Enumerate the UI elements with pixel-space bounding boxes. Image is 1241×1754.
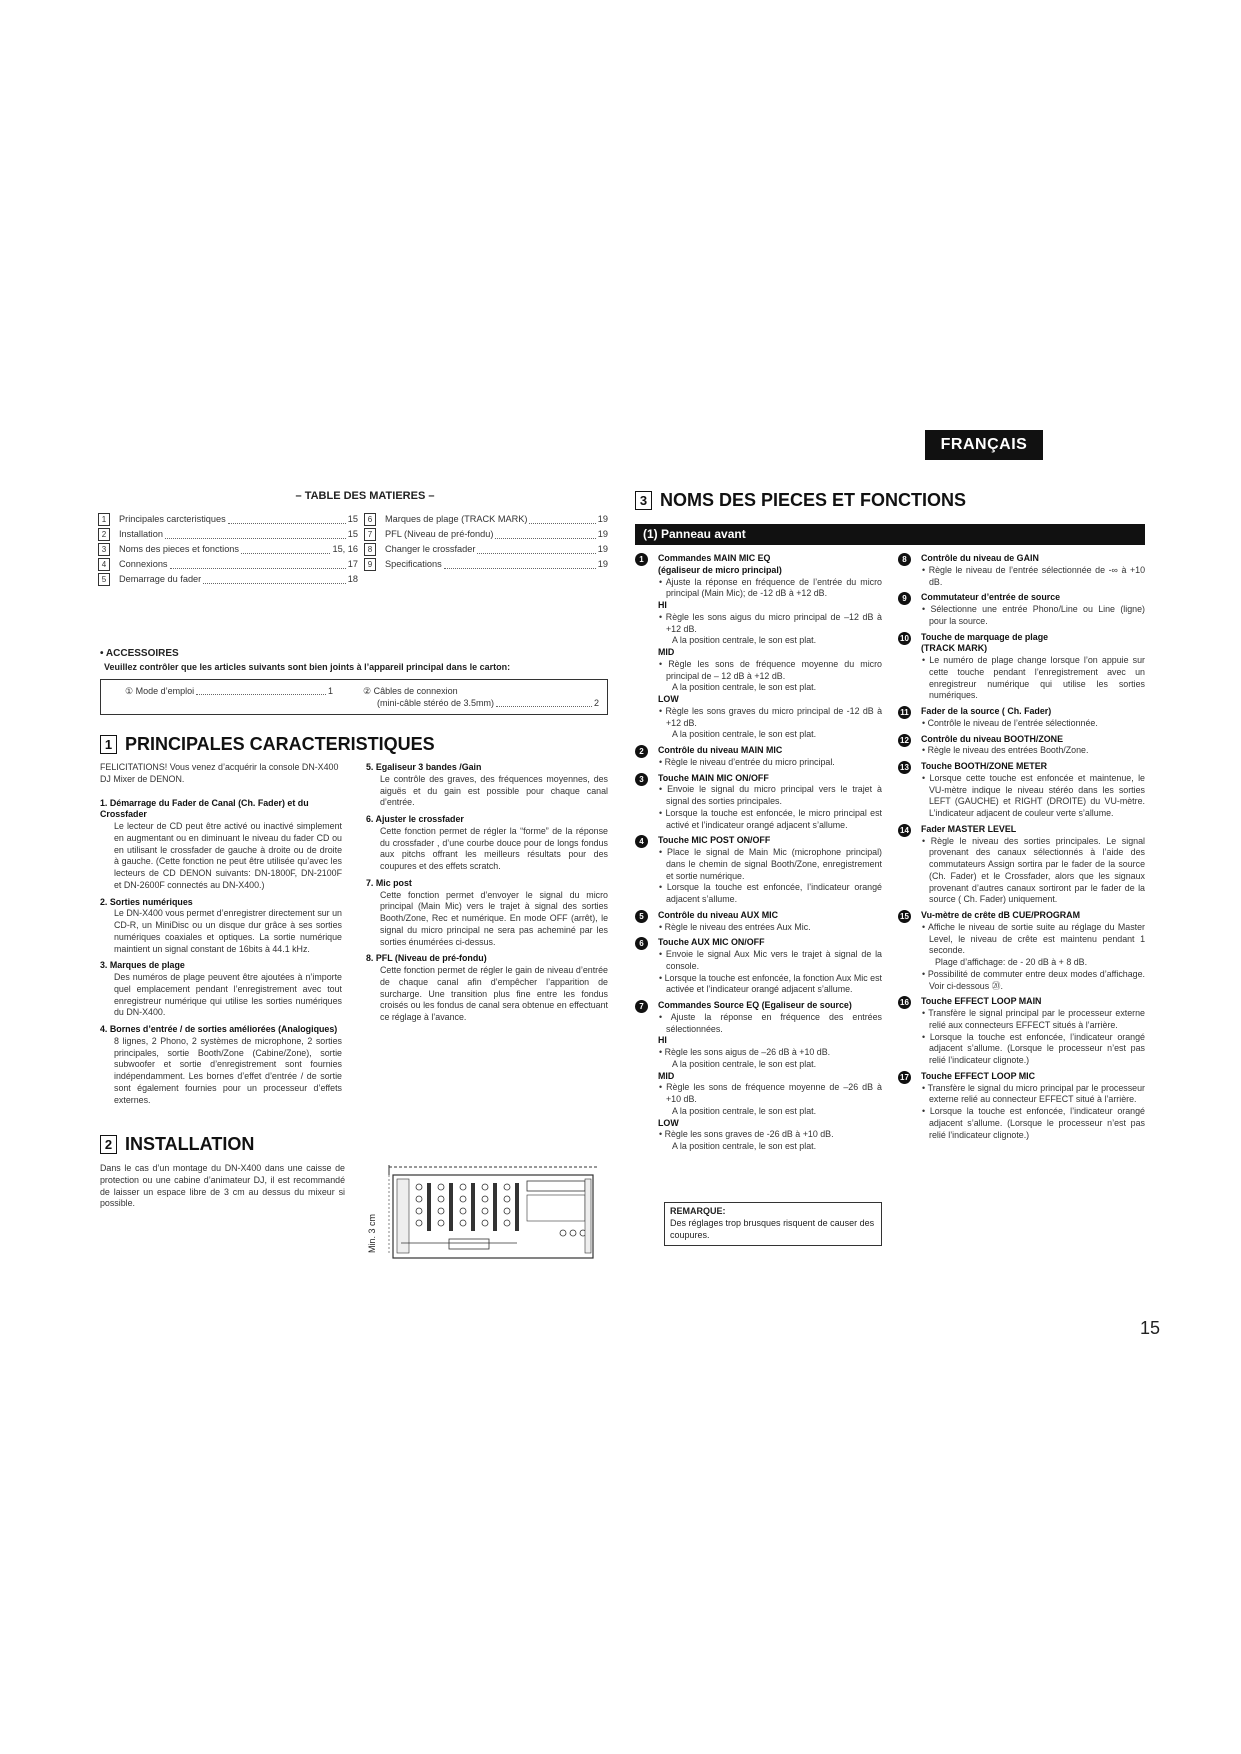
toc-entry-label: Principales carcteristiques xyxy=(119,514,226,525)
accessories-box xyxy=(100,679,608,715)
part-note: A la position centrale, le son est plat. xyxy=(672,635,817,646)
part-bullet: • Règle le niveau des entrées Booth/Zone. xyxy=(921,745,1145,757)
feature-body: Le contrôle des graves, des fréquences moyennes, des aiguës et du gain est possible pour chaque canal d’entrée. xyxy=(380,773,608,808)
part-note: A la position centrale, le son est plat. xyxy=(672,1058,817,1069)
feature-body: Le DN-X400 vous permet d’enregistrer directement sur un CD-R, un MiniDisc ou un disque dur grâce à ses sorties numériques coaxiales et optiques. La sortie numérique maintient un signal constant de 16bits à 44.1 kHz. xyxy=(114,908,342,954)
part-bullet: • Le numéro de plage change lorsque l’on appuie sur cette touche pendant l’enregistrement avec un enregistreur numérique qui utilise les sorties numériques. xyxy=(921,655,1145,702)
toc-entry-number: 3 xyxy=(98,543,110,556)
part-number-badge: 2 xyxy=(635,745,648,758)
part-bullet: • Transfère le signal principal par le processeur externe relié aux connecteurs EFFECT situés à l’arrière. xyxy=(921,1008,1145,1032)
part-heading: Commandes Source EQ (Egaliseur de source) xyxy=(658,1000,852,1010)
part-note: A la position centrale, le son est plat. xyxy=(672,1141,817,1151)
part-bullet: • Lorsque la touche est enfoncée, l’indicateur orangé adjacent s’allume. xyxy=(658,882,882,906)
part-heading: Vu-mètre de crête dB CUE/PROGRAM xyxy=(921,910,1080,920)
part-number-badge: 11 xyxy=(898,706,911,719)
part-heading: Contrôle du niveau BOOTH/ZONE xyxy=(921,733,1064,744)
toc-entry-page: 19 xyxy=(597,514,608,525)
feature-item xyxy=(366,814,608,873)
language-badge: FRANÇAIS xyxy=(925,430,1043,460)
part-heading: Touche de marquage de plage xyxy=(921,631,1049,642)
part-bullet: • Ajuste la réponse en fréquence des entrées sélectionnées. xyxy=(658,1012,882,1036)
feature-heading: 1. Démarrage du Fader de Canal (Ch. Fader) et du Crossfader xyxy=(100,797,309,820)
part-item xyxy=(895,592,1145,627)
part-bullet: • Règle les sons de fréquence moyenne du micro principal de – 12 dB à +12 dB. xyxy=(658,659,882,683)
feature-heading: 5. Egaliseur 3 bandes /Gain xyxy=(366,762,482,772)
toc-entry-label: Changer le crossfader xyxy=(385,544,476,555)
part-number-badge: 3 xyxy=(635,773,648,786)
toc-entry xyxy=(98,542,358,557)
feature-body: Cette fonction permet de régler le gain de niveau d’entrée de chaque canal afin d’empêcher l’apparition de surcharge. Une transition plus fine entre les fondus croisés ou les fondus de canal sera obtenue en effectuant ce réglage à l’avance. xyxy=(380,965,608,1022)
part-bullet: • Lorsque la touche est enfoncée, l’indicateur orangé adjacent s’allume. (Lorsque le processeur n’est pas relié l’indicateur clignote.) xyxy=(921,1032,1145,1067)
toc-entry-page: 17 xyxy=(347,559,358,570)
part-number-badge: 7 xyxy=(635,1000,648,1013)
part-band-label: HI xyxy=(658,1035,667,1046)
feature-heading: 2. Sorties numériques xyxy=(100,896,193,907)
part-heading: Contrôle du niveau AUX MIC xyxy=(658,909,778,920)
part-number-badge: 6 xyxy=(635,937,648,950)
toc-entry-page: 19 xyxy=(597,529,608,540)
part-number-badge: 9 xyxy=(898,592,911,605)
part-heading: Touche MAIN MIC ON/OFF xyxy=(658,772,769,783)
part-band-label: HI xyxy=(658,600,667,610)
feature-heading: 3. Marques de plage xyxy=(100,960,185,971)
toc-entry-page: 15 xyxy=(347,529,358,540)
toc-entry-label: PFL (Niveau de pré-fondu) xyxy=(385,529,494,540)
toc-entry-page: 19 xyxy=(597,544,608,555)
part-bullet: • Affiche le niveau de sortie suite au réglage du Master Level, le niveau de crête est maintenu pendant 1 seconde. xyxy=(921,922,1145,957)
part-note: A la position centrale, le son est plat. xyxy=(672,729,817,740)
part-item xyxy=(895,761,1145,820)
toc-entry-page: 15 xyxy=(347,514,358,525)
feature-item xyxy=(100,897,342,956)
part-item xyxy=(895,910,1145,992)
section3-right-column xyxy=(895,553,1145,1145)
toc-entry xyxy=(98,557,358,572)
part-heading: Contrôle du niveau MAIN MIC xyxy=(658,745,783,755)
feature-heading: 4. Bornes d’entrée / de sorties améliorées (Analogiques) xyxy=(100,1024,338,1034)
part-bullet: • Contrôle le niveau de l’entrée sélectionnée. xyxy=(921,718,1145,730)
section-heading-2: 2 INSTALLATION xyxy=(100,1133,254,1157)
part-item xyxy=(895,996,1145,1067)
part-number-badge: 17 xyxy=(898,1071,911,1084)
feature-heading: 6. Ajuster le crossfader xyxy=(366,814,464,824)
toc-entry xyxy=(98,512,358,527)
part-number-badge: 12 xyxy=(898,734,911,747)
part-heading: Touche EFFECT LOOP MAIN xyxy=(921,996,1042,1007)
part-bullet: • Règle le niveau d’entrée du micro principal. xyxy=(658,757,882,769)
part-bullet: • Ajuste la réponse en fréquence de l’entrée du micro principal (Main Mic); de -12 dB à +12 dB. xyxy=(658,577,882,601)
part-bullet: • Règle les sons graves de -26 dB à +10 dB. xyxy=(658,1129,882,1141)
toc-right xyxy=(364,512,608,572)
part-item xyxy=(895,706,1145,730)
part-number-badge: 10 xyxy=(898,632,911,645)
section-heading-3: 3 NOMS DES PIECES ET FONCTIONS xyxy=(635,489,966,513)
toc-entry-number: 5 xyxy=(98,573,110,586)
part-item xyxy=(895,632,1145,703)
clearance-label: Min. 3 cm xyxy=(367,1213,377,1253)
toc-entry-page: 18 xyxy=(347,574,358,585)
toc-entry-label: Installation xyxy=(119,529,163,540)
part-band-label: MID xyxy=(658,1070,675,1081)
toc-entry-label: Noms des pieces et fonctions xyxy=(119,544,240,555)
part-bullet: • Règle le niveau de l’entrée sélectionnée de -∞ à +10 dB. xyxy=(921,565,1145,589)
toc-left xyxy=(98,512,358,587)
part-note: A la position centrale, le son est plat. xyxy=(672,682,817,693)
section1-left-column xyxy=(100,762,342,1111)
feature-item xyxy=(100,960,342,1019)
part-item xyxy=(895,1071,1145,1142)
toc-entry xyxy=(98,572,358,587)
part-bullet: • Envoie le signal du micro principal vers le trajet à signal des sorties principales. xyxy=(658,784,882,808)
toc-entry-number: 1 xyxy=(98,513,110,526)
part-heading: Commutateur d’entrée de source xyxy=(921,592,1061,603)
part-bullet: • Règle les sons graves du micro principal de -12 dB à +12 dB. xyxy=(658,706,882,730)
toc-entry xyxy=(364,557,608,572)
part-number-badge: 15 xyxy=(898,910,911,923)
section1-intro: FELICITATIONS! Vous venez d’acquérir la console DN-X400 DJ Mixer de DENON. xyxy=(100,762,339,784)
part-bullet: • Lorsque cette touche est enfoncée et maintenue, le VU-mètre indique le niveau stéréo dans les sorties LEFT (GAUCHE) et RIGHT (DROITE) du VU-mètre. L’indicateur adjacent de couleur verte s’allume. xyxy=(921,773,1145,820)
page-number: 15 xyxy=(1140,1318,1161,1338)
toc-entry-label: Demarrage du fader xyxy=(119,574,202,585)
feature-body: Des numéros de plage peuvent être ajoutées à n’importe quel emplacement pendant l’enregistrement avec tout enregistreur numérique qui utilise les sorties numériques du DN-X400. xyxy=(114,972,342,1018)
section1-right-column xyxy=(366,762,608,1029)
part-item xyxy=(632,745,882,769)
part-item xyxy=(895,824,1145,906)
part-bullet: • Lorsque la touche est enfoncée, la fonction Aux Mic est activée et l’indicateur orangé adjacent s’allume. xyxy=(658,973,882,997)
toc-entry xyxy=(364,527,608,542)
part-bullet: • Possibilité de commuter entre deux modes d’affichage. Voir ci-dessous ⑳. xyxy=(921,969,1145,993)
toc-entry-label: Specifications xyxy=(385,559,442,570)
feature-body: Cette fonction permet de régler la “forme” de la réponse du crossfader , d’une courbe douce pour de longs fondus aux pitchs offrant les meilleurs résultats pour des coupures et des effets scratch. xyxy=(380,825,608,871)
part-heading: Fader MASTER LEVEL xyxy=(921,823,1017,834)
part-item xyxy=(632,937,882,996)
part-item xyxy=(895,553,1145,588)
mixer-installation-diagram xyxy=(367,1163,599,1261)
toc-entry-number: 7 xyxy=(364,528,376,541)
part-note: Plage d’affichage: de - 20 dB à + 8 dB. xyxy=(935,957,1088,967)
part-bullet: • Lorsque la touche est enfoncée, l’indicateur orangé adjacent s’allume. (Lorsque le processeur n’est pas relié l’indicateur clignote.) xyxy=(921,1106,1145,1141)
toc-entry-page: 15, 16 xyxy=(332,544,358,555)
part-bullet: • Sélectionne une entrée Phono/Line ou Line (ligne) pour la source. xyxy=(921,604,1145,628)
part-heading: Fader de la source ( Ch. Fader) xyxy=(921,706,1052,716)
part-bullet: • Règle les sons aigus de –26 dB à +10 dB. xyxy=(658,1047,882,1059)
part-number-badge: 4 xyxy=(635,835,648,848)
part-item xyxy=(632,553,882,741)
feature-body: Le lecteur de CD peut être activé ou inactivé simplement en augmentant ou en diminuant le niveau du fader CD ou en utilisant le crossfader de gauche à droite ou de droite à gauche. (Cette fonction ne peut être utilisée qu’avec les lecteurs de CD DENON suivants: DN-1800F, DN-2100F et DN-2600F connectés au DN-X400.) xyxy=(114,821,342,890)
toc-entry-number: 9 xyxy=(364,558,376,571)
part-band-label: MID xyxy=(658,647,675,657)
feature-heading: 8. PFL (Niveau de pré-fondu) xyxy=(366,953,487,964)
part-item xyxy=(632,835,882,906)
part-item xyxy=(632,773,882,832)
part-number-badge: 8 xyxy=(898,553,911,566)
part-item xyxy=(632,910,882,934)
part-number-badge: 14 xyxy=(898,824,911,837)
toc-entry-page: 19 xyxy=(597,559,608,570)
toc-entry-label: Marques de plage (TRACK MARK) xyxy=(385,514,528,525)
toc-title: – TABLE DES MATIERES – xyxy=(295,490,435,502)
toc-entry-number: 6 xyxy=(364,513,376,526)
installation-text: Dans le cas d’un montage du DN-X400 dans une caisse de protection ou une cabine d’animateur DJ, il est recommandé de laisser un espace libre de 3 cm au dessus du mixeur si possible. xyxy=(100,1163,345,1209)
part-number-badge: 16 xyxy=(898,996,911,1009)
feature-item xyxy=(366,878,608,949)
feature-item xyxy=(100,1024,342,1106)
part-bullet: • Lorsque la touche est enfoncée, le micro principal est activé et l’indicateur orangé adjacent s’allume. xyxy=(658,808,882,832)
toc-entry-number: 4 xyxy=(98,558,110,571)
feature-heading: 7. Mic post xyxy=(366,877,412,888)
part-number-badge: 13 xyxy=(898,761,911,774)
accessories-note: Veuillez contrôler que les articles suivants sont bien joints à l’appareil principal dans le carton: xyxy=(104,662,511,672)
accessories-title: • ACCESSOIRES xyxy=(100,648,179,659)
section-heading-1: 1 PRINCIPALES CARACTERISTIQUES xyxy=(100,733,435,757)
toc-entry-label: Connexions xyxy=(119,559,168,570)
part-heading: Commandes MAIN MIC EQ xyxy=(658,553,771,563)
accessory-item-2: ② Câbles de connexion (mini-câble stéréo de 3.5mm) 2 xyxy=(363,686,599,708)
toc-entry xyxy=(364,542,608,557)
panel-subheading: (1) Panneau avant xyxy=(635,524,1145,545)
part-subheading: (égaliseur de micro principal) xyxy=(658,564,782,575)
part-band-label: LOW xyxy=(658,694,679,704)
part-subheading: (TRACK MARK) xyxy=(921,643,988,654)
part-bullet: • Règle les sons de fréquence moyenne de –26 dB à +10 dB. xyxy=(658,1082,882,1106)
toc-entry-number: 8 xyxy=(364,543,376,556)
part-bullet: • Règle le niveau des entrées Aux Mic. xyxy=(658,922,882,934)
part-item xyxy=(632,1000,882,1153)
remark-box: REMARQUE: Des réglages trop brusques risquent de causer des coupures. xyxy=(664,1202,882,1246)
feature-item xyxy=(366,762,608,809)
part-heading: Touche MIC POST ON/OFF xyxy=(658,835,771,846)
part-heading: Touche AUX MIC ON/OFF xyxy=(658,937,765,948)
part-number-badge: 1 xyxy=(635,553,648,566)
part-band-label: LOW xyxy=(658,1117,679,1128)
part-heading: Contrôle du niveau de GAIN xyxy=(921,553,1039,563)
feature-item xyxy=(366,953,608,1024)
toc-entry-number: 2 xyxy=(98,528,110,541)
part-bullet: • Règle les sons aigus du micro principal de –12 dB à +12 dB. xyxy=(658,612,882,636)
part-note: A la position centrale, le son est plat. xyxy=(672,1105,817,1116)
toc-entry xyxy=(98,527,358,542)
part-heading: Touche EFFECT LOOP MIC xyxy=(921,1070,1036,1081)
part-bullet: • Place le signal de Main Mic (microphone principal) dans le chemin de signal Booth/Zone, enregistrement et sortie numérique. xyxy=(658,847,882,882)
section3-left-column xyxy=(632,553,882,1157)
part-bullet: • Transfère le signal du micro principal par le processeur externe relié au connecteur EFFECT situé à l’arrière. xyxy=(921,1083,1145,1107)
part-bullet: • Règle le niveau des sorties principales. Le signal provenant des canaux sélectionnés à l’aide des commutateurs Assign sortira par le fader de la source (Ch. Fader) et le Crossfader, alors que les signaux provenant d’autres canaux sortiront par le fader de la source ( Ch. Fader) uniquement. xyxy=(921,836,1145,907)
part-number-badge: 5 xyxy=(635,910,648,923)
toc-entry xyxy=(364,512,608,527)
accessory-item-1: ① Mode d’emploi 1 xyxy=(125,686,333,696)
part-item xyxy=(895,734,1145,758)
part-bullet: • Envoie le signal Aux Mic vers le trajet à signal de la console. xyxy=(658,949,882,973)
feature-body: 8 lignes, 2 Phono, 2 systèmes de microphone, 2 sorties principales, sortie Booth/Zone (Cabine/Zone), sortie subwoofer et sortie d’enregistrement sont fournies indépendamment. Les bornes d’effet d’entrée / de sortie sont également fournies pour un processeur d’effets externes. xyxy=(114,1035,342,1105)
feature-item xyxy=(100,798,342,892)
feature-body: Cette fonction permet d’envoyer le signal du micro principal (Main Mic) vers le trajet à signal des sorties Booth/Zone, Rec et numérique. En mode OFF (arrêt), le signal du micro principal ne sera pas acheminé par les sorties énumérées ci-dessus. xyxy=(380,889,608,947)
part-heading: Touche BOOTH/ZONE METER xyxy=(921,761,1048,771)
